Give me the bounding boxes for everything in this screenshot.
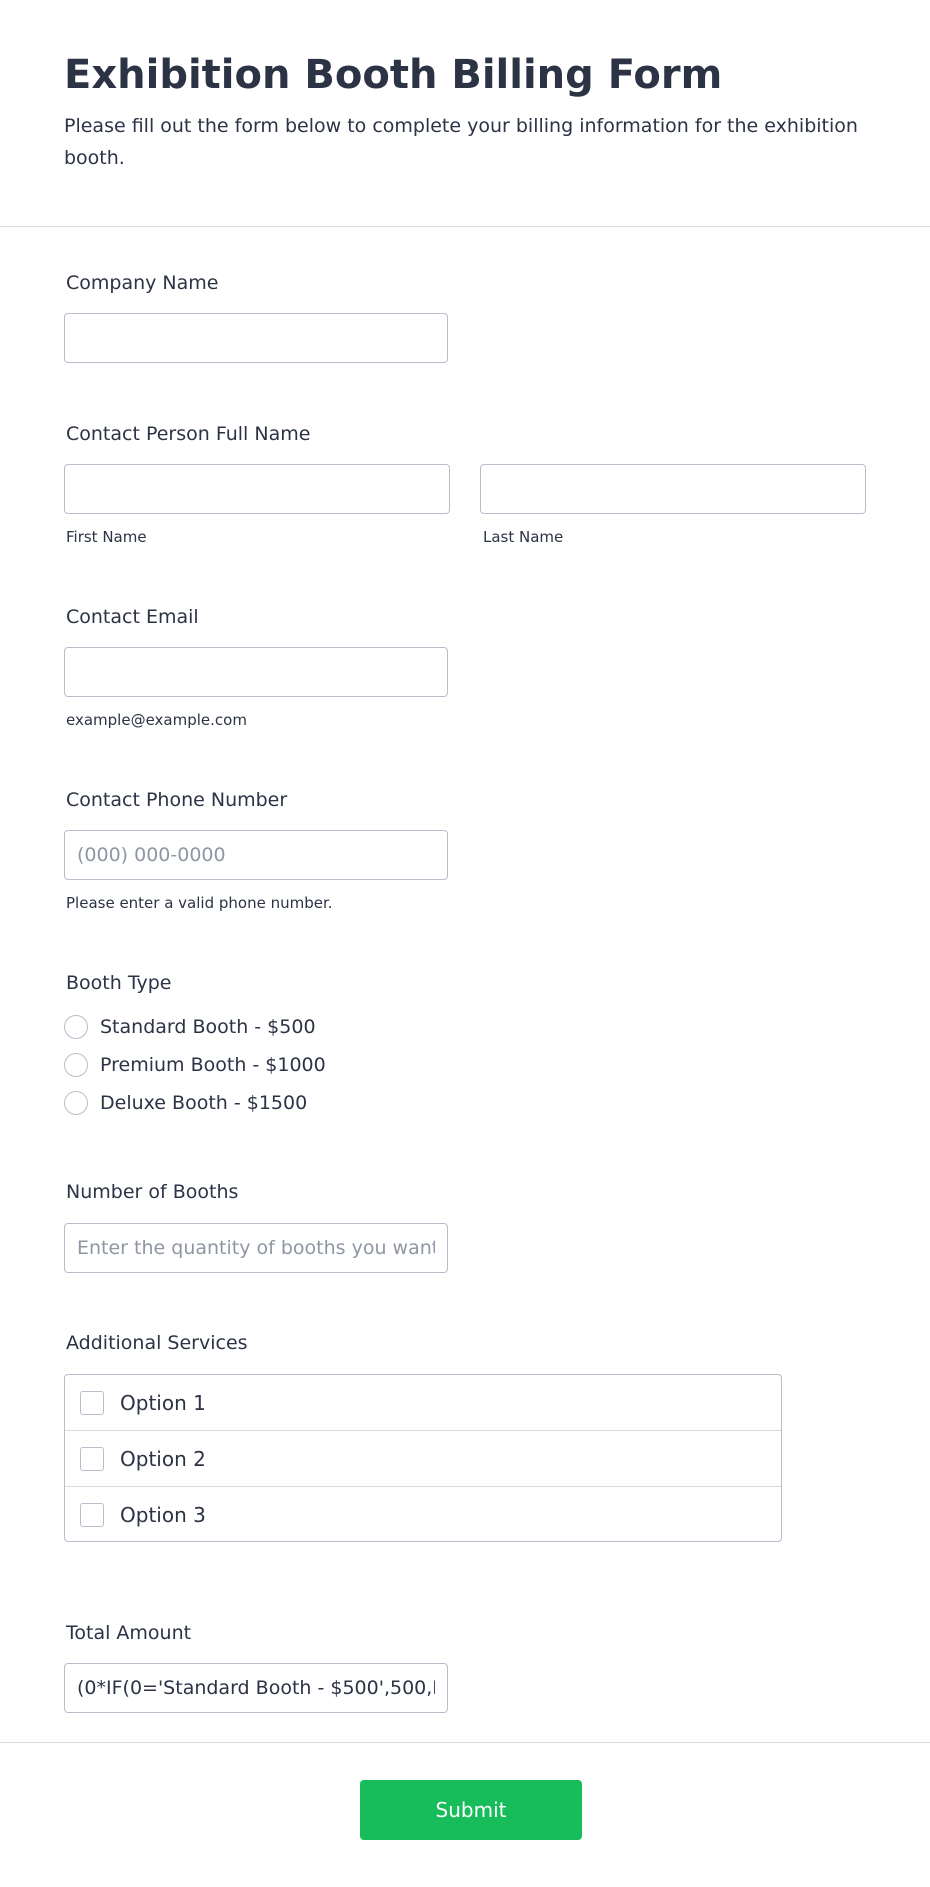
company-name-field	[64, 272, 218, 294]
radio-circle[interactable]	[64, 1091, 88, 1115]
form-header	[0, 0, 930, 227]
contact-name-field	[64, 423, 310, 445]
service-option-3[interactable]	[65, 1487, 781, 1542]
checkbox-box[interactable]	[80, 1503, 104, 1527]
contact-email-sublabel: example@example.com	[66, 711, 247, 729]
contact-phone-input[interactable]	[64, 830, 448, 880]
service-option-2[interactable]	[65, 1431, 781, 1487]
company-name-input[interactable]	[64, 313, 448, 363]
service-option-1[interactable]	[65, 1375, 781, 1431]
form-title: Exhibition Booth Billing Form	[64, 52, 723, 98]
first-name-input[interactable]	[64, 464, 450, 514]
footer-divider	[0, 1742, 930, 1743]
contact-email-input[interactable]	[64, 647, 448, 697]
radio-circle[interactable]	[64, 1015, 88, 1039]
total-amount-label: Total Amount	[66, 1622, 192, 1644]
form-description: Please fill out the form below to complete your billing information for the exhibition booth.	[64, 115, 858, 169]
total-amount-input[interactable]	[64, 1663, 448, 1713]
first-name-sublabel: First Name	[66, 528, 147, 546]
num-booths-input[interactable]	[64, 1223, 448, 1273]
radio-circle[interactable]	[64, 1053, 88, 1077]
booth-option-standard[interactable]	[64, 1008, 326, 1046]
booth-type-label: Booth Type	[66, 972, 172, 994]
num-booths-field	[64, 1181, 238, 1203]
booth-option-deluxe[interactable]	[64, 1084, 326, 1122]
service-option-label: Option 2	[120, 1446, 206, 1471]
booth-option-label: Premium Booth - $1000	[100, 1054, 326, 1076]
num-booths-label: Number of Booths	[66, 1181, 239, 1203]
total-amount-field	[64, 1622, 191, 1644]
contact-email-label: Contact Email	[66, 606, 199, 628]
contact-name-label: Contact Person Full Name	[66, 423, 311, 445]
contact-email-field	[64, 606, 199, 628]
contact-phone-sublabel: Please enter a valid phone number.	[66, 894, 333, 912]
checkbox-box[interactable]	[80, 1391, 104, 1415]
booth-type-options	[64, 1008, 326, 1122]
additional-services-field	[64, 1332, 248, 1354]
service-option-label: Option 3	[120, 1503, 206, 1527]
last-name-sublabel: Last Name	[483, 528, 564, 546]
checkbox-box[interactable]	[80, 1447, 104, 1471]
company-name-label: Company Name	[66, 272, 219, 294]
booth-type-field	[64, 972, 171, 994]
booth-option-label: Deluxe Booth - $1500	[100, 1092, 308, 1114]
booth-option-label: Standard Booth - $500	[100, 1016, 316, 1038]
last-name-input[interactable]	[480, 464, 866, 514]
contact-phone-field	[64, 789, 287, 811]
additional-services-label: Additional Services	[66, 1332, 248, 1354]
submit-button[interactable]: Submit	[360, 1780, 582, 1840]
contact-phone-label: Contact Phone Number	[66, 789, 288, 811]
service-option-label: Option 1	[120, 1390, 206, 1415]
additional-services-options	[64, 1374, 782, 1542]
booth-option-premium[interactable]	[64, 1046, 326, 1084]
